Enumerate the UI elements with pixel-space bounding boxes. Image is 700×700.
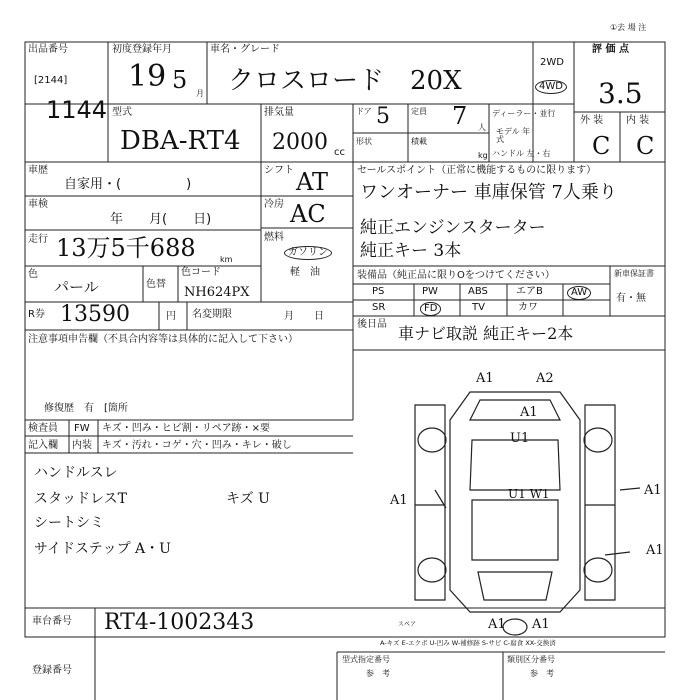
ext-codes: キズ・凹み・ヒビ割・リペア跡・×要: [102, 423, 270, 434]
mark-a1-top: A1: [476, 371, 494, 386]
history-value: 自家用・( ): [64, 177, 192, 192]
name-change-label: 名変期限: [192, 309, 232, 320]
capacity-unit: 人: [478, 123, 486, 132]
first-reg-month: 5: [172, 66, 188, 94]
equip-leather: カワ: [518, 302, 538, 313]
mark-a1-right: A1: [644, 483, 662, 498]
recycle-unit: 円: [166, 311, 176, 322]
score-ext-label: 外 装: [580, 115, 604, 126]
mileage-unit: km: [220, 255, 233, 264]
equip-aw: AW: [567, 286, 591, 300]
displacement-label: 排気量: [264, 107, 294, 118]
history-label: 車歴: [28, 165, 48, 176]
remark-4: サイドステップ A・U: [34, 541, 171, 557]
inspection-label: 車検: [28, 199, 48, 210]
car-diagram: [415, 392, 640, 635]
class-ref: 参 考: [530, 669, 554, 678]
equip-fd: FD: [420, 302, 441, 316]
lot-code: [2144]: [34, 75, 68, 86]
new-warranty-value: 有・無: [616, 293, 646, 304]
mark-roof: U1 W1: [508, 487, 550, 501]
shift-value: AT: [296, 168, 329, 196]
score-int: C: [636, 132, 655, 160]
equip-sr: SR: [372, 302, 386, 313]
type-number-label: 型式指定番号: [342, 655, 390, 664]
later-value: 車ナビ取説 純正キー2本: [398, 324, 574, 343]
selling-line3: 純正キー 3本: [360, 241, 462, 261]
remark-1: ハンドルスレ: [34, 465, 118, 481]
mileage-label: 走行: [28, 234, 48, 245]
capacity-label: 定員: [411, 107, 427, 116]
remark-side: キズ U: [226, 491, 270, 507]
mark-u1-hood: U1: [510, 431, 530, 446]
later-label: 後日品: [357, 319, 387, 330]
dealer-label: ディーラー・並行: [492, 109, 556, 118]
doors-label: ドア: [356, 107, 372, 116]
load-label: 積載: [411, 137, 427, 146]
selling-line1: ワンオーナー 車庫保管 7人乗り: [360, 182, 617, 203]
equip-pw: PW: [422, 286, 438, 297]
mark-a1-hood: A1: [520, 405, 538, 420]
load-unit: kg: [478, 151, 488, 160]
mileage-value: 13万5千688: [56, 234, 196, 262]
type-ref: 参 考: [366, 669, 390, 678]
capacity-value: 7: [452, 102, 468, 130]
color-label: 色: [28, 269, 38, 280]
equip-abs: ABS: [468, 286, 488, 297]
inspection-value: 年 月( 日): [110, 212, 212, 227]
drive-2wd: 2WD: [540, 57, 564, 68]
color-change-label: 色替: [146, 279, 166, 290]
equip-ps: PS: [372, 286, 385, 297]
recycle-value: 13590: [60, 302, 130, 327]
inspector-label: 検査員: [28, 423, 58, 434]
entry-label: 記入欄: [28, 440, 58, 451]
shift-label: シフト: [264, 165, 294, 176]
color-code-label: 色コード: [181, 267, 221, 278]
int-codes: キズ・汚れ・コゲ・穴・凹み・キレ・破し: [102, 440, 292, 451]
notes-label: 注意事項申告欄（不具合内容等は具体的に記入して下さい）: [28, 334, 298, 345]
lot-number: 1144: [46, 96, 108, 124]
first-reg-label: 初度登録年月: [112, 44, 172, 55]
ac-value: AC: [290, 200, 326, 228]
remark-2: スタッドレスT: [34, 491, 127, 507]
first-reg-month-unit: 月: [196, 89, 204, 98]
class-number-label: 類別区分番号: [507, 655, 555, 664]
ac-label: 冷房: [264, 199, 284, 210]
chassis-label: 車台番号: [32, 616, 72, 627]
fuel-label: 燃料: [264, 232, 284, 243]
displacement-value: 2000: [272, 130, 328, 155]
displacement-unit: cc: [334, 147, 345, 158]
remark-3: シートシミ: [34, 515, 104, 531]
mark-a1-rear-right: A1: [646, 543, 664, 558]
score-ext: C: [592, 132, 611, 160]
equip-tv: TV: [472, 302, 485, 313]
mark-a1-rear1: A1: [488, 617, 506, 632]
selling-line2: 純正エンジンスターター: [360, 218, 546, 238]
mark-a1-left: A1: [390, 493, 408, 508]
drive-4wd: 4WD: [535, 80, 567, 94]
dealer-model-year: モデル 年式: [496, 127, 531, 144]
fuel-gas: ガソリン: [284, 246, 332, 260]
notes-repair: 修復歴 有 [箇所: [44, 403, 128, 414]
doors-value: 5: [376, 104, 390, 129]
spare-label: スペア: [398, 621, 417, 628]
first-reg-year: 19: [128, 59, 167, 94]
mark-a1-rear2: A1: [532, 617, 550, 632]
selling-label: セールスポイント（正常に機能するものに限ります）: [357, 165, 597, 176]
score-value: 3.5: [598, 77, 643, 110]
mark-a2-top: A2: [536, 371, 554, 386]
chassis-value: RT4-1002343: [104, 610, 255, 635]
reg-label: 登録番号: [32, 665, 72, 676]
car-name-value: クロスロード 20X: [228, 66, 462, 96]
equip-airbag: エアB: [516, 286, 543, 297]
damage-legend: A-キズ E-エクボ U-凹み W-補修跡 S-サビ C-腐食 XX-交換済: [380, 639, 556, 647]
lot-label: 出品番号: [28, 44, 68, 55]
interior-label: 内装: [72, 440, 92, 451]
score-int-label: 内 装: [626, 115, 650, 126]
new-warranty-label: 新車保証書: [614, 269, 654, 278]
model-label: 型式: [112, 107, 132, 118]
dealer-handle: ハンドル 左・右: [492, 149, 551, 158]
header-corner: ①去 場 注: [610, 23, 647, 32]
equip-label: 装備品（純正品に限りOをつけてください）: [357, 270, 555, 281]
score-label: 評 価 点: [592, 44, 629, 55]
name-change-value: 月 日: [284, 311, 324, 322]
car-name-label: 車名・グレード: [210, 44, 280, 55]
color-code: NH624PX: [184, 285, 250, 300]
model-value: DBA-RT4: [120, 126, 241, 156]
fw-label: FW: [74, 423, 90, 434]
recycle-label: R券: [28, 309, 45, 320]
color-value: パール: [54, 278, 99, 296]
shape-label: 形状: [356, 137, 372, 146]
fuel-diesel: 軽 油: [290, 267, 320, 278]
